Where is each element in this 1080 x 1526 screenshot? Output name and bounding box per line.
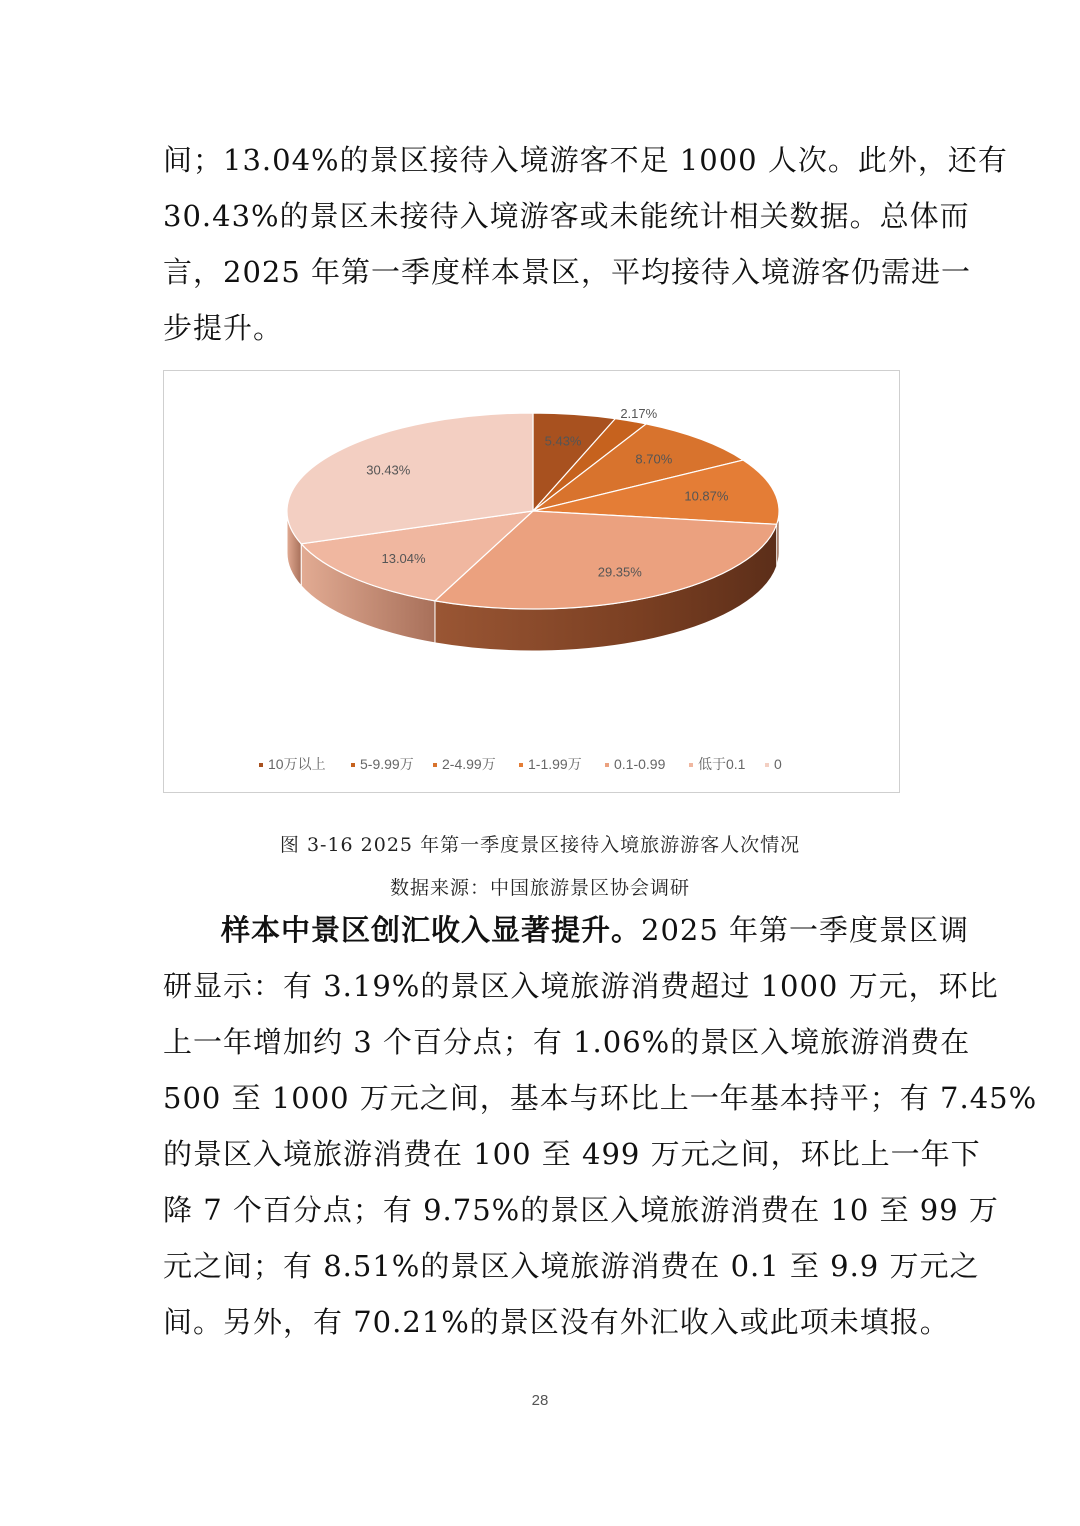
legend-swatch	[689, 763, 693, 767]
legend-item: 0	[774, 756, 782, 772]
text-line: 步提升。	[163, 311, 284, 345]
legend-swatch	[259, 763, 263, 767]
text-line: 研显示：有 3.19%的景区入境旅游消费超过 1000 万元，环比	[163, 969, 999, 1003]
text-line: 上一年增加约 3 个百分点；有 1.06%的景区入境旅游消费在	[163, 1025, 971, 1059]
legend-swatch	[351, 763, 355, 767]
pie-chart-frame	[163, 370, 900, 793]
text-fragment: 2025 年第一季度景区调	[641, 913, 970, 947]
legend-swatch	[519, 763, 523, 767]
lead-sentence: 样本中景区创汇收入显著提升。	[221, 913, 642, 947]
text-line: 元之间；有 8.51%的景区入境旅游消费在 0.1 至 9.9 万元之	[163, 1249, 980, 1283]
legend-item: 1-1.99万	[528, 756, 582, 772]
data-label: 10.87%	[684, 488, 729, 504]
text-line: 的景区入境旅游消费在 100 至 499 万元之间，环比上一年下	[163, 1137, 981, 1171]
intro-paragraph	[163, 132, 1008, 356]
data-label: 8.70%	[635, 451, 673, 467]
chart-legend	[259, 756, 782, 772]
legend-item: 10万以上	[268, 756, 326, 772]
data-label: 29.35%	[597, 564, 642, 580]
text-line: 30.43%的景区未接待入境游客或未能统计相关数据。总体而	[163, 199, 970, 233]
legend-item: 低于0.1	[698, 756, 746, 772]
text-line: 降 7 个百分点；有 9.75%的景区入境旅游消费在 10 至 99 万	[163, 1193, 999, 1227]
data-label: 2.17%	[620, 405, 658, 421]
figure-caption: 图 3-16 2025 年第一季度景区接待入境旅游游客人次情况	[279, 834, 801, 856]
text-line: 500 至 1000 万元之间，基本与环比上一年基本持平；有 7.45%	[163, 1081, 1038, 1115]
data-label: 5.43%	[544, 433, 582, 449]
text-line	[163, 902, 970, 958]
legend-swatch	[433, 763, 437, 767]
pie-chart	[164, 371, 901, 794]
legend-swatch	[605, 763, 609, 767]
text-line: 间。另外，有 70.21%的景区没有外汇收入或此项未填报。	[163, 1305, 950, 1339]
legend-item: 5-9.99万	[360, 756, 414, 772]
data-source-note: 数据来源：中国旅游景区协会调研	[389, 877, 690, 899]
page-number: 28	[531, 1392, 549, 1409]
text-line: 间；13.04%的景区接待入境游客不足 1000 人次。此外，还有	[163, 143, 1008, 177]
text-line: 言，2025 年第一季度样本景区，平均接待入境游客仍需进一	[163, 255, 972, 289]
data-label: 30.43%	[366, 462, 411, 478]
pie-slices	[287, 413, 779, 609]
legend-item: 2-4.99万	[442, 756, 496, 772]
revenue-paragraph	[163, 902, 1038, 1350]
legend-item: 0.1-0.99	[614, 756, 666, 772]
data-label: 13.04%	[381, 551, 426, 567]
legend-swatch	[765, 763, 769, 767]
